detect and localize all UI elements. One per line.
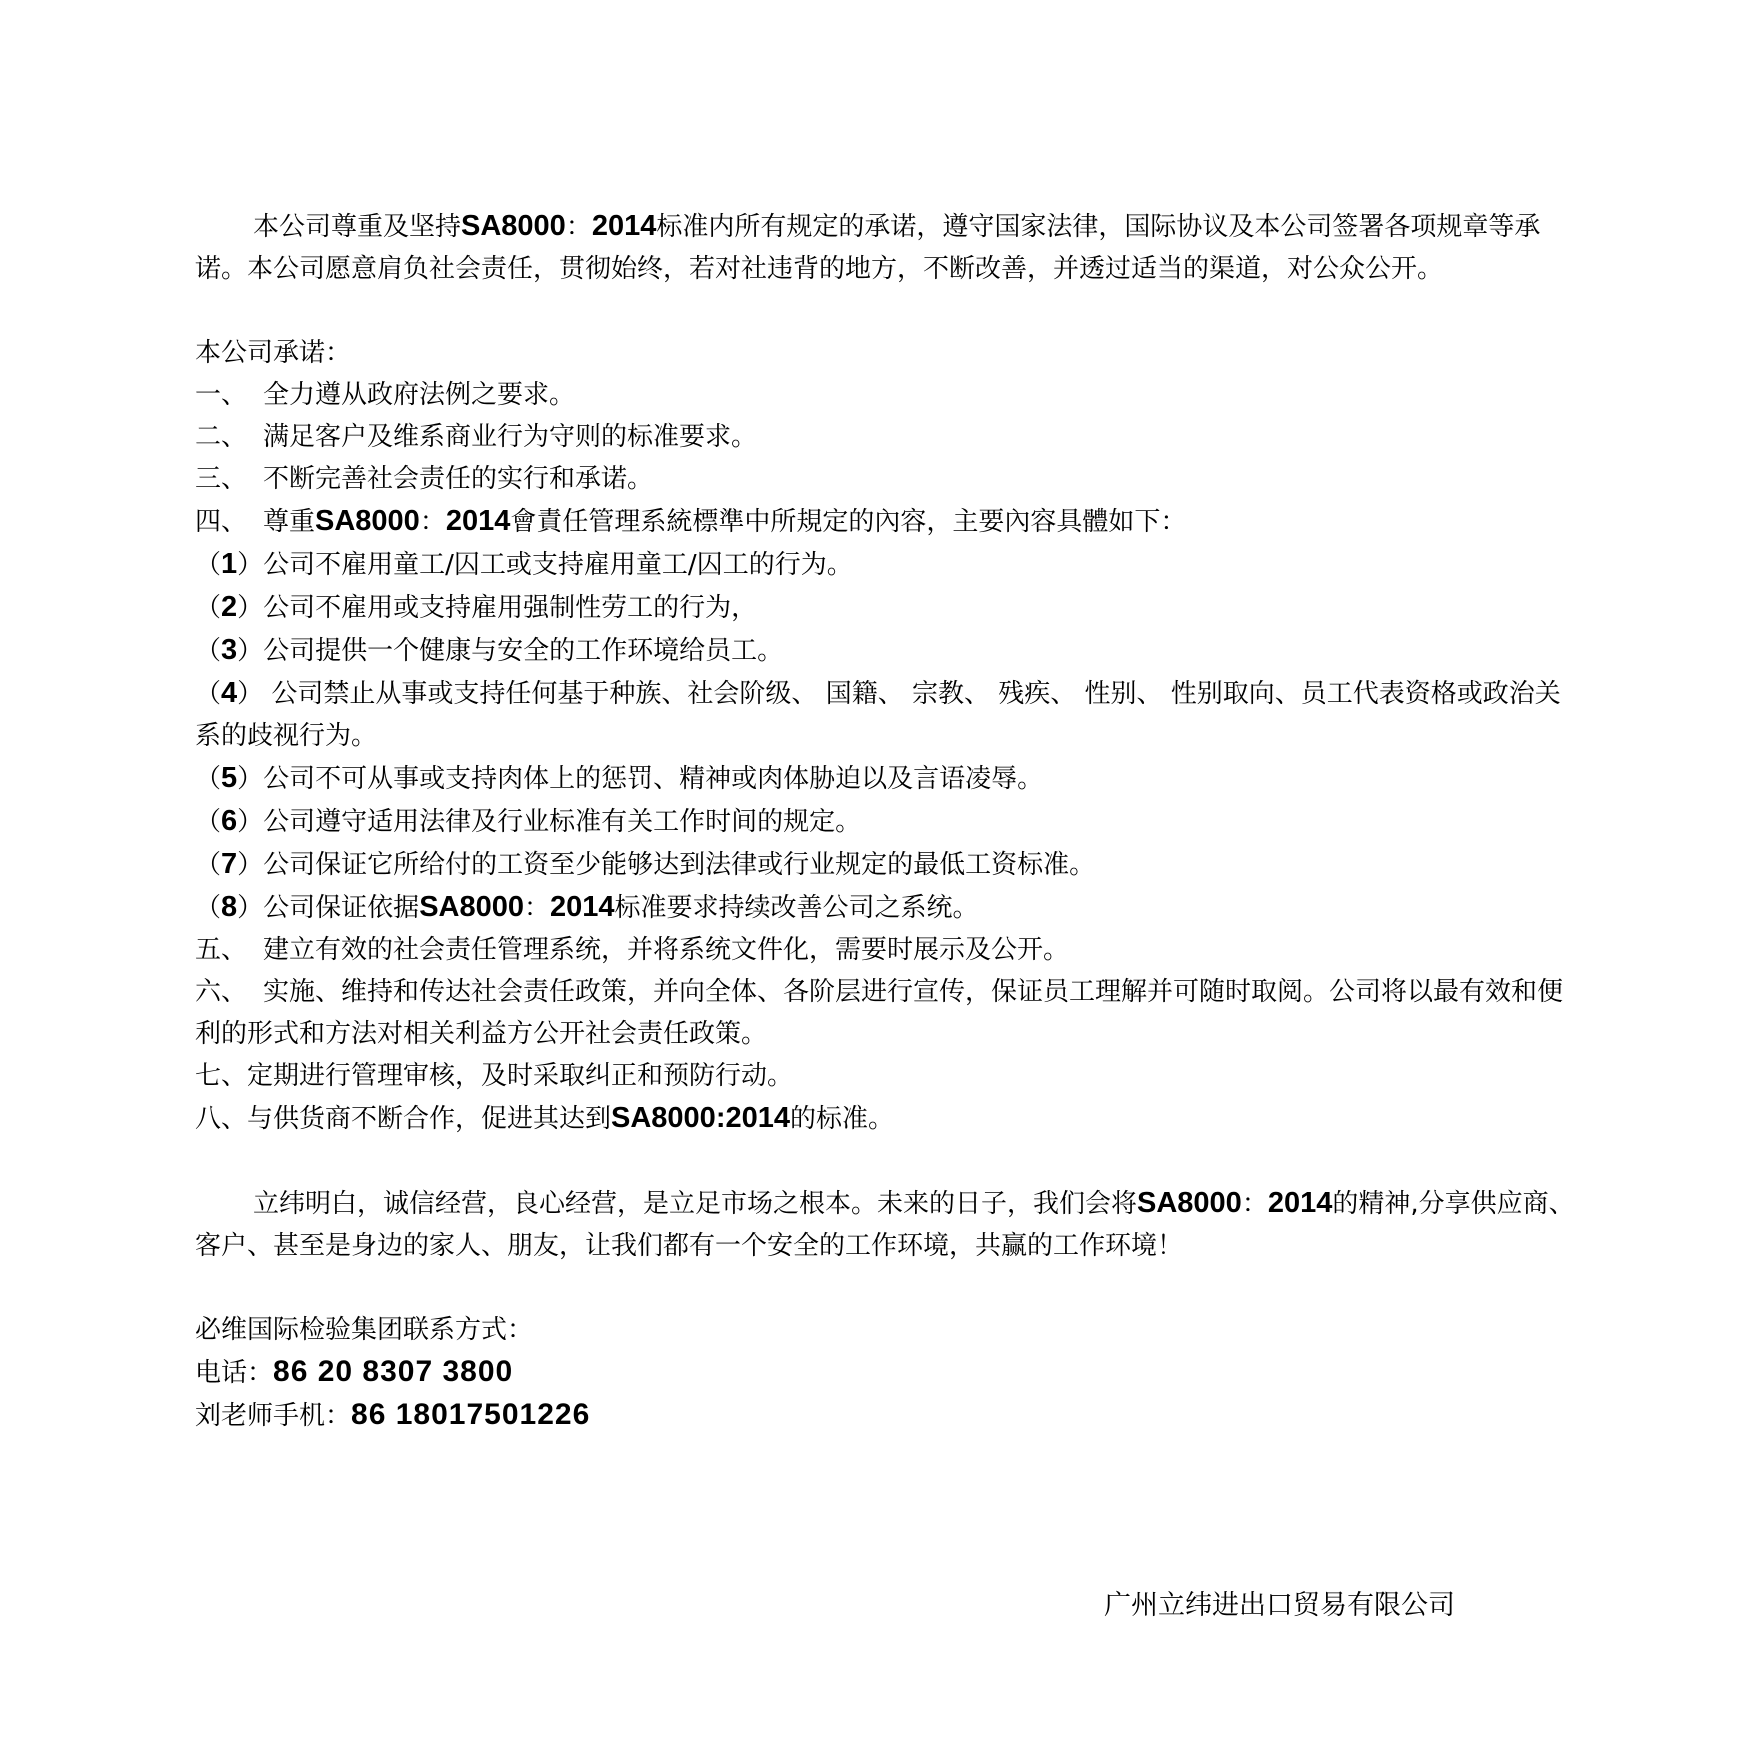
item-mark-4: 四、 xyxy=(195,507,248,537)
item-mark-2: 二、 xyxy=(195,422,248,452)
item-mark-5: 五、 xyxy=(195,935,248,965)
commit-heading: 本公司承诺： xyxy=(195,338,352,368)
item-text-4a: 尊重 xyxy=(263,507,316,537)
item-text-5: 建立有效的社会责任管理系统，并将系统文件化，需要时展示及公开。 xyxy=(263,935,1070,965)
sub-text-b: 标准要求持续改善公司之系统。 xyxy=(614,893,979,923)
sub-item-1 xyxy=(195,543,1575,586)
sub-number: 8 xyxy=(221,891,238,923)
intro-year: 2014 xyxy=(591,210,657,242)
sub-number: 6 xyxy=(221,805,238,837)
intro-text-a: 本公司尊重及坚持 xyxy=(253,212,462,242)
sub-close-paren: ） xyxy=(237,764,264,794)
spacer xyxy=(195,1140,1575,1182)
sub-number: 7 xyxy=(221,848,238,880)
sub-open-paren: （ xyxy=(195,850,222,880)
commit-item-3 xyxy=(195,458,1575,500)
item-mark-3: 三、 xyxy=(195,464,248,494)
sub-8-standard: SA8000 xyxy=(419,891,524,923)
commit-item-7: 七、定期进行管理审核，及时采取纠正和预防行动。 xyxy=(195,1061,794,1091)
item-text-3: 不断完善社会责任的实行和承诺。 xyxy=(263,464,654,494)
sub-open-paren: （ xyxy=(195,593,222,623)
phone-number: 86 20 8307 3800 xyxy=(273,1355,514,1388)
sub-text: 公司遵守适用法律及行业标准有关工作时间的规定。 xyxy=(263,807,862,837)
commit-item-6 xyxy=(195,971,1575,1055)
sub-close-paren: ） xyxy=(237,636,264,666)
commit-item-8 xyxy=(195,1097,1575,1140)
contact-phone-line xyxy=(195,1351,1575,1394)
item-text-8b: 的标准。 xyxy=(790,1104,895,1134)
closing-colon: ： xyxy=(1241,1189,1268,1219)
sub-number: 4 xyxy=(221,677,238,709)
sub-item-7 xyxy=(195,843,1575,886)
sub-open-paren: （ xyxy=(195,550,222,580)
company-signature: 广州立纬进出口贸易有限公司 xyxy=(1104,1590,1455,1621)
closing-standard: SA8000 xyxy=(1137,1187,1242,1219)
item-mark-6: 六、 xyxy=(195,977,248,1007)
contact-mobile-line xyxy=(195,1394,1575,1437)
commit-item-5 xyxy=(195,929,1575,971)
item-text-4b: 會責任管理系統標準中所規定的內容，主要內容具體如下： xyxy=(510,507,1187,537)
sub-text: 公司不雇用或支持雇用强制性劳工的行为， xyxy=(263,593,758,623)
sub-close-paren: ） xyxy=(237,850,264,880)
sub-text: 公司不雇用童工/囚工或支持雇用童工/囚工的行为。 xyxy=(263,550,853,580)
item-text-6: 实施、维持和传达社会责任政策，并向全体、各阶层进行宣传，保证员工理解并可随时取阅。公司将以最有效和便利的形式和方法对相关利益方公开社会责任政策。 xyxy=(195,977,1564,1049)
sub-text: 公司禁止从事或支持任何基于种族、社会阶级、 国籍、 宗教、 残疾、 性别、 性别取向、员工代表资格或政治关系的歧视行为。 xyxy=(195,679,1561,751)
sub-open-paren: （ xyxy=(195,636,222,666)
sub-item-3 xyxy=(195,629,1575,672)
sub-item-4 xyxy=(195,672,1575,757)
spacer xyxy=(195,290,1575,332)
phone-label: 电话： xyxy=(195,1358,274,1388)
sub-close-paren: ） xyxy=(237,679,264,709)
sub-item-5 xyxy=(195,757,1575,800)
closing-paragraph xyxy=(195,1182,1575,1267)
spacer xyxy=(195,1267,1575,1309)
sub-number: 3 xyxy=(221,634,238,666)
sub-text: 公司保证它所给付的工资至少能够达到法律或行业规定的最低工资标准。 xyxy=(263,850,1096,880)
sub-open-paren: （ xyxy=(195,893,222,923)
sub-item-2 xyxy=(195,586,1575,629)
intro-standard: SA8000 xyxy=(461,210,566,242)
item-8-standard: SA8000:2014 xyxy=(611,1102,790,1134)
intro-colon: ： xyxy=(565,212,592,242)
sub-close-paren: ） xyxy=(237,550,264,580)
intro-text-b: 标准内所有规定的承诺，遵守国家法律，国际协议及本公司签署各项规章等承诺。本公司愿意肩负社会责任，贯彻始终，若对社违背的地方，不断改善，并透过适当的渠道，对公众公开。 xyxy=(195,212,1541,284)
intro-paragraph xyxy=(195,205,1575,290)
sub-item-8 xyxy=(195,886,1575,929)
sub-item-6 xyxy=(195,800,1575,843)
sub-text: 公司提供一个健康与安全的工作环境给员工。 xyxy=(263,636,784,666)
item-4-colon: ： xyxy=(419,507,446,537)
sub-text: 公司不可从事或支持肉体上的惩罚、精神或肉体胁迫以及言语凌辱。 xyxy=(263,764,1044,794)
sub-close-paren: ） xyxy=(237,807,264,837)
item-text-1: 全力遵从政府法例之要求。 xyxy=(263,380,576,410)
closing-text-a: 立纬明白，诚信经营，良心经营，是立足市场之根本。未来的日子，我们会将 xyxy=(253,1189,1138,1219)
sub-open-paren: （ xyxy=(195,679,222,709)
sub-open-paren: （ xyxy=(195,764,222,794)
sub-8-colon: ： xyxy=(524,893,551,923)
sub-close-paren: ） xyxy=(237,893,264,923)
item-4-standard: SA8000 xyxy=(315,505,420,537)
closing-text-b: 的精神,分享供应商、客户、甚至是身边的家人、朋友，让我们都有一个安全的工作环境，共赢的工作环境！ xyxy=(195,1189,1575,1261)
item-mark-1: 一、 xyxy=(195,380,248,410)
mobile-number: 86 18017501226 xyxy=(351,1398,591,1431)
item-text-8a: 八、与供货商不断合作，促进其达到 xyxy=(195,1104,612,1134)
sub-number: 1 xyxy=(221,548,238,580)
commit-item-4 xyxy=(195,500,1575,543)
item-text-2: 满足客户及维系商业行为守则的标准要求。 xyxy=(263,422,758,452)
document-body xyxy=(195,205,1575,1437)
sub-number: 5 xyxy=(221,762,238,794)
mobile-label: 刘老师手机： xyxy=(195,1401,352,1431)
sub-8-year: 2014 xyxy=(550,891,615,923)
sub-text-a: 公司保证依据 xyxy=(263,893,420,923)
item-4-year: 2014 xyxy=(445,505,511,537)
commit-item-1 xyxy=(195,374,1575,416)
commit-item-2 xyxy=(195,416,1575,458)
sub-close-paren: ） xyxy=(237,593,264,623)
closing-year: 2014 xyxy=(1267,1187,1333,1219)
sub-open-paren: （ xyxy=(195,807,222,837)
contact-heading: 必维国际检验集团联系方式： xyxy=(195,1315,534,1345)
sub-number: 2 xyxy=(221,591,238,623)
